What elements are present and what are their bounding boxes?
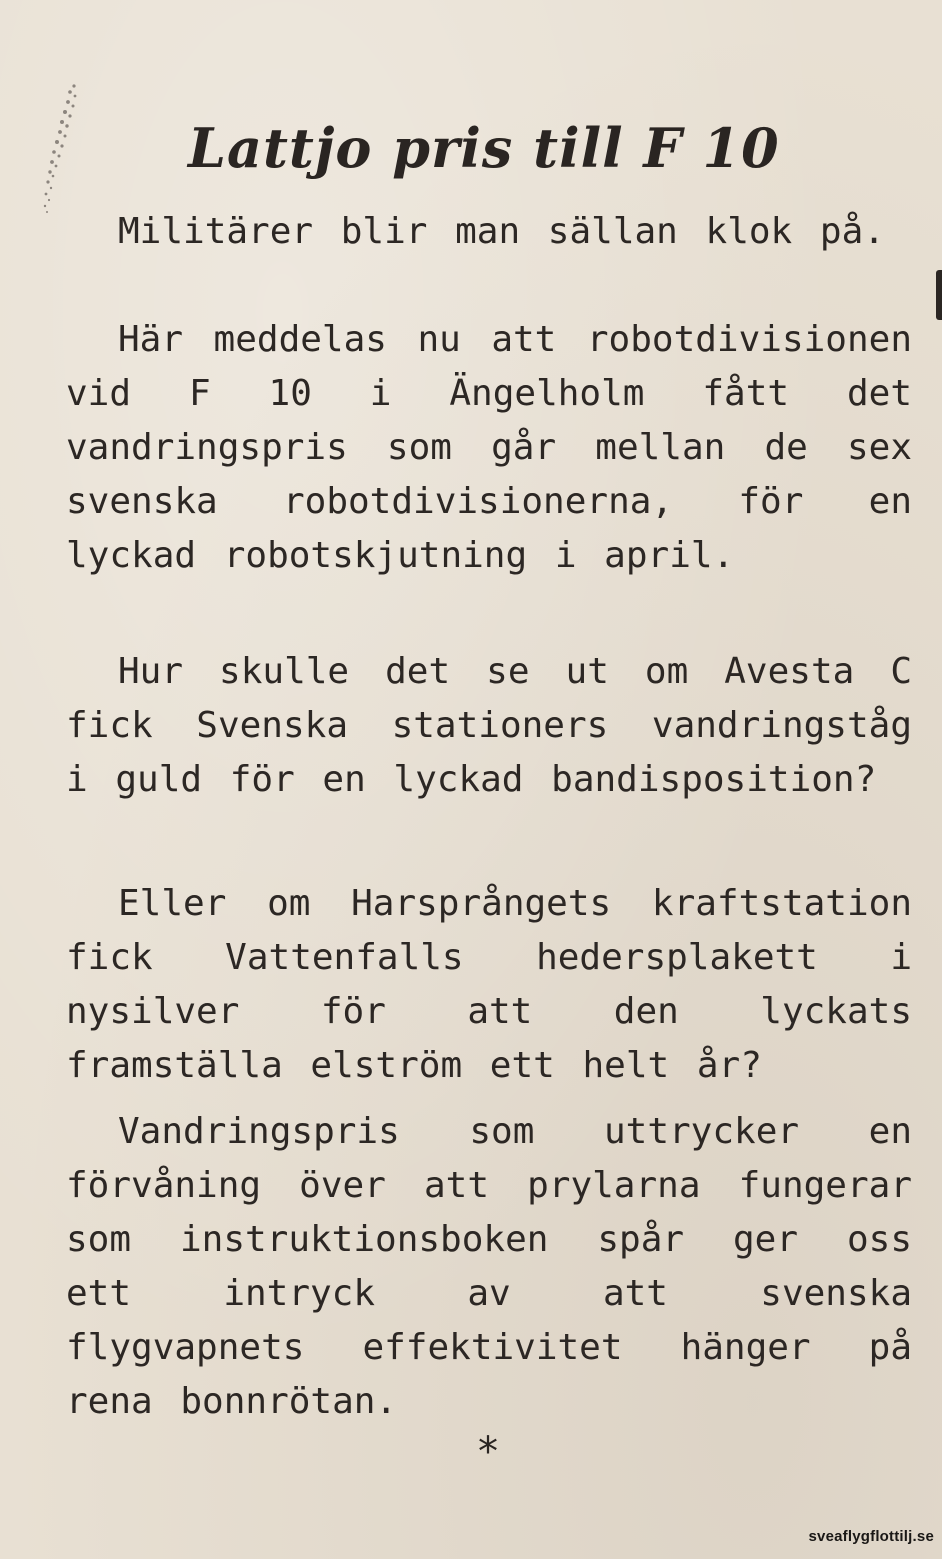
article-paragraph-5: Vandringspris som uttrycker en förvåning över att prylarna fungerar som instruktionsboken spår ger oss ett intryck av att svenska flygvapnets effektivitet hänger på rena bonnrötan. [66,1111,912,1422]
right-edge-shadow [936,270,942,320]
article-paragraph-1: Militärer blir man sällan klok på. [118,211,885,252]
article-paragraph-4: Eller om Harsprångets kraftstation fick Vattenfalls hedersplakett i nysilver för att den lyckats framställa elström ett helt år? [66,883,912,1086]
article-paragraph-2: Här meddelas nu att robotdivisionen vid F 10 i Ängelholm fått det vandringspris som går mellan de sex svenska robotdivisionerna, för en lyckad robotskjutning i april. [66,319,912,576]
article-headline: Lattjo pris till F 10 [188,116,780,180]
article-paragraph-3: Hur skulle det se ut om Avesta C fick Svenska stationers vandringståg i guld för en lyckad bandisposition? [66,651,912,800]
end-asterisk: * [478,1429,498,1475]
torn-edge-halftone [40,80,80,220]
site-watermark: sveaflygflottilj.se [808,1528,934,1545]
